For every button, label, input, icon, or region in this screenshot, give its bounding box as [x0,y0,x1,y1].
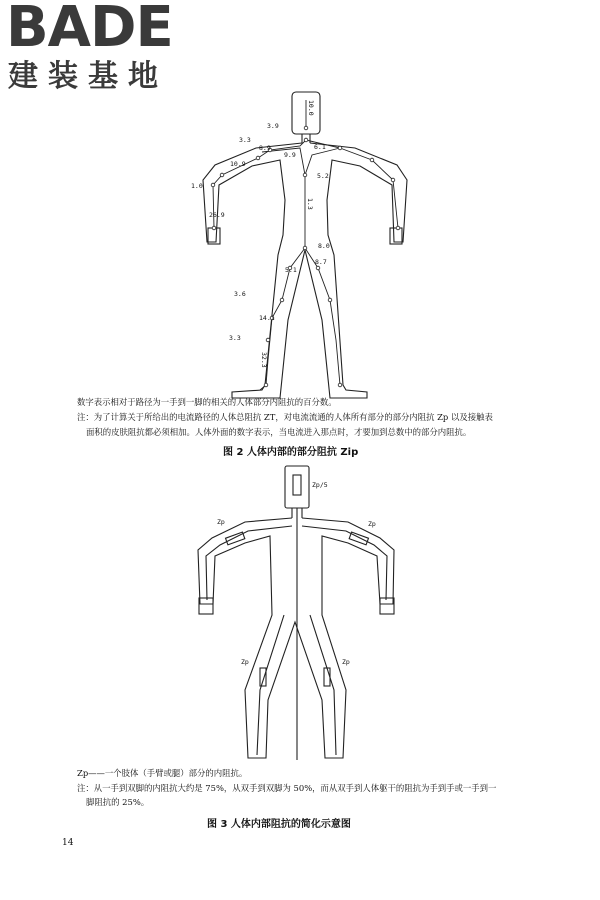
label-l-thigh-out: 3.6 [234,290,246,298]
fig2-caption: 图 2 人体内部的部分阻抗 Zip [223,447,359,458]
fig3-caption: 图 3 人体内部阻抗的简化示意图 [207,819,351,830]
fig2-note-main: 数字表示相对于路径为一手到一脚的相关的人体部分内阻抗的百分数。 [77,397,337,407]
label-fig3-r-leg: Zp [342,658,350,666]
label-l-shin-out: 3.3 [229,334,241,342]
label-head: 10.0 [307,100,315,116]
label-l-knee: 14.1 [259,314,275,322]
fig2-note-line2: 面积的皮肤阻抗都必须相加。人体外面的数字表示，当电流进入那点时，才要加到总数中的部分内阻抗。 [86,427,472,437]
label-l-upperarm-a: 8.9 [259,144,271,152]
label-chest-mid: 9.9 [284,151,296,159]
page-number: 14 [62,838,74,848]
label-shoulder-top: 3.9 [267,122,279,130]
label-l-hand: 26.9 [209,211,225,219]
fig3-note-line1: 注：从一手到双脚的内阻抗大约是 75%，从双手到双脚为 50%，而从双手到人体躯干的阻抗为手到手或一手到一 [77,783,497,793]
fig3-definition: Zp——一个肢体（手臂或腿）部分的内阻抗。 [77,768,248,778]
label-l-shoulder: 3.3 [239,136,251,144]
label-r-shoulder: 6.1 [314,143,326,151]
label-fig3-l-leg: Zp [241,658,249,666]
logo-latin: BADE [6,0,173,60]
label-l-shin: 32.3 [260,352,268,368]
fig3-note-line2: 脚阻抗的 25%。 [86,797,150,807]
label-chest-node: 5.2 [317,172,329,180]
label-fig3-head: Zp/5 [312,481,328,489]
label-pelvis: 8.0 [318,242,330,250]
label-l-forearm: 1.0 [191,182,203,190]
label-fig3-l-arm: Zp [217,518,225,526]
label-l-hip: 5.1 [285,266,297,274]
figure-3-body [198,466,394,760]
label-r-hip: 8.7 [315,258,327,266]
label-fig3-r-arm: Zp [368,520,376,528]
logo-chinese: 建装基地 [8,59,168,94]
label-trunk: 1.3 [306,198,314,210]
label-l-upperarm-b: 10.9 [230,160,246,168]
figure-2-labels [191,100,330,368]
fig2-note-line1: 注：为了计算关于所给出的电流路径的人体总阻抗 ZT，对电流流通的人体所有部分的部分内阻抗 Zp 以及接触表 [77,412,493,422]
